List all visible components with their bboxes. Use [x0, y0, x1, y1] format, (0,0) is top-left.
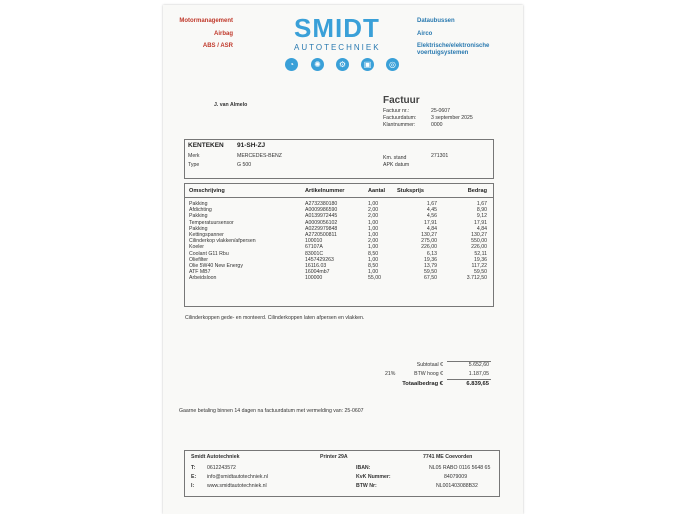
cell-artikelnummer: 16116.03 — [305, 263, 327, 269]
invoice-date-label: Factuurdatum: — [383, 115, 417, 121]
cell-artikelnummer: 16004mb7 — [305, 269, 330, 276]
btw-label: BTW hoog € — [414, 371, 443, 377]
company-logo: SMIDT — [294, 13, 380, 43]
items-table — [184, 183, 494, 307]
cell-artikelnummer: A0229979848 — [305, 225, 338, 232]
cell-bedrag: 4,84 — [476, 225, 487, 232]
invoice-page — [163, 5, 523, 514]
customer-number-value: 0000 — [431, 122, 443, 128]
col-header-bedrag: Bedrag — [467, 188, 487, 194]
cell-artikelnummer: 100010 — [305, 238, 323, 245]
cell-stuksprijs: 67,50 — [424, 275, 437, 282]
footer-kvk-value: 84079009 — [444, 474, 468, 480]
col-header-omschrijving: Omschrijving — [189, 188, 225, 194]
cell-stuksprijs: 13,79 — [424, 263, 437, 269]
table-row — [185, 275, 493, 281]
kenteken-value: 91-SH-ZJ — [237, 142, 266, 149]
footer-kvk-label: KvK Nummer: — [356, 474, 391, 480]
total-line — [447, 379, 491, 380]
cell-bedrag: 59,50 — [474, 269, 487, 276]
cell-aantal: 2,00 — [368, 207, 379, 214]
cell-aantal: 1,00 — [368, 244, 379, 251]
cell-omschrijving: Pakking — [189, 201, 208, 207]
cell-omschrijving: Afdichting — [189, 207, 212, 214]
cell-bedrag: 117,22 — [471, 263, 487, 269]
type-value: G 500 — [237, 162, 252, 168]
fan-icon: ✺ — [311, 58, 324, 71]
service-abs: ABS / ASR — [202, 43, 233, 49]
cell-bedrag: 17,91 — [474, 219, 487, 226]
cell-artikelnummer: 100000 — [305, 275, 323, 282]
footer-email-label: E: — [191, 474, 197, 480]
cell-artikelnummer: 83001C — [305, 250, 324, 257]
cell-artikelnummer: A2732380180 — [305, 201, 338, 207]
subtotal-label: Subtotaal € — [416, 362, 443, 368]
footer-iban-value: NL05 RABO 0116 5648 65 — [429, 465, 491, 471]
cell-omschrijving: Olie 5W40 New Energy — [189, 263, 243, 269]
cell-aantal: 2,00 — [368, 213, 379, 220]
cell-aantal: 55,00 — [368, 275, 381, 282]
col-header-aantal: Aantal — [368, 188, 386, 194]
subtotal-value: 5.652,60 — [468, 362, 489, 368]
work-notes: Cilinderkoppen gede- en monteerd. Cilinderkoppen laten afpersen en vlakken. — [185, 315, 365, 321]
footer-email-value: info@smidtautotechniek.nl — [207, 474, 268, 480]
footer-company: Smidt Autotechniek — [191, 454, 240, 460]
cell-stuksprijs: 59,50 — [424, 269, 437, 276]
cell-omschrijving: Pakking — [189, 225, 208, 232]
footer-btw-value: NL001403088B32 — [436, 483, 478, 489]
merk-label: Merk — [188, 153, 200, 159]
car-icon: ▣ — [361, 58, 374, 71]
cell-aantal: 1,00 — [368, 201, 379, 207]
cell-omschrijving: Arbeidsloon — [189, 275, 217, 282]
total-value: 6.839,65 — [466, 381, 489, 387]
type-label: Type — [188, 162, 200, 168]
cell-artikelnummer: A0009056102 — [305, 219, 338, 226]
cell-stuksprijs: 4,84 — [426, 225, 437, 232]
footer-postal-city: 7741 ME Coevorden — [423, 454, 473, 460]
cell-stuksprijs: 6,13 — [426, 250, 437, 257]
service-elektrisch: Elektrische/elektronische — [417, 43, 490, 49]
cell-aantal: 8,50 — [368, 250, 379, 257]
cell-artikelnummer: 67107A — [305, 244, 323, 251]
apk-label: APK datum — [383, 162, 410, 168]
cell-stuksprijs: 4,45 — [426, 207, 437, 214]
invoice-number-label: Factuur nr.: — [383, 108, 410, 114]
km-label: Km. stand — [383, 155, 407, 161]
invoice-number-value: 25-0607 — [431, 108, 451, 114]
cell-bedrag: 9,12 — [476, 213, 487, 220]
cell-omschrijving: Oliefilter — [189, 256, 209, 263]
cell-bedrag: 52,11 — [474, 250, 487, 257]
invoice-title: Factuur — [383, 95, 420, 106]
subtotal-line — [447, 361, 491, 362]
btw-value: 1.187,05 — [468, 371, 489, 377]
table-header-divider — [185, 197, 493, 198]
cell-bedrag: 3.712,50 — [466, 275, 487, 282]
cell-omschrijving: Cilinderkop vlakken/afpersen — [189, 238, 256, 245]
cell-bedrag: 130,27 — [471, 232, 487, 238]
cell-artikelnummer: A0139972445 — [305, 213, 338, 220]
payment-note: Gaarne betaling binnen 14 dagen na factuurdatum met vermelding van: 25-0607 — [179, 408, 364, 414]
kenteken-label: KENTEKEN — [188, 142, 224, 149]
wheel-icon: ◎ — [386, 58, 399, 71]
total-label: Totaalbedrag € — [402, 381, 443, 387]
cell-omschrijving: Coolant G11 Rbu — [189, 250, 229, 257]
service-airco: Airco — [417, 31, 433, 37]
footer-website-label: I: — [191, 483, 195, 489]
cell-stuksprijs: 17,91 — [424, 219, 437, 226]
cell-stuksprijs: 130,27 — [421, 232, 437, 238]
cell-aantal: 8,50 — [368, 263, 379, 269]
footer-phone-value: 0612243572 — [207, 465, 236, 471]
cell-omschrijving: Pakking — [189, 213, 208, 220]
cell-aantal: 1,00 — [368, 232, 379, 238]
cell-bedrag: 226,00 — [471, 244, 487, 251]
cell-bedrag: 1,67 — [476, 201, 487, 207]
invoice-date-value: 3 september 2025 — [431, 115, 473, 121]
cell-bedrag: 19,36 — [474, 256, 487, 263]
cell-bedrag: 8,90 — [476, 207, 487, 214]
wrench-icon: ⚙ — [336, 58, 349, 71]
cell-omschrijving: Temperatuursensor — [189, 219, 234, 226]
cell-bedrag: 550,00 — [471, 238, 487, 245]
cell-aantal: 2,00 — [368, 238, 379, 245]
footer-website-value: www.smidtautotechniek.nl — [207, 483, 267, 489]
merk-value: MERCEDES-BENZ — [237, 153, 282, 159]
col-header-artikelnummer: Artikelnummer — [305, 188, 345, 194]
cell-stuksprijs: 226,00 — [421, 244, 437, 251]
cell-omschrijving: ATF MB7 — [189, 269, 211, 276]
service-airbag: Airbag — [213, 31, 233, 37]
cell-aantal: 1,00 — [368, 225, 379, 232]
cell-aantal: 1,00 — [368, 219, 379, 226]
customer-name: J. van Almelo — [214, 102, 248, 108]
cell-artikelnummer: 1457429263 — [305, 256, 334, 263]
cell-omschrijving: Kettingspanner — [189, 232, 224, 238]
btw-percentage: 21% — [385, 371, 396, 377]
company-logo-subtitle: AUTOTECHNIEK — [294, 43, 381, 52]
service-voertuigsystemen: voertuigsystemen — [417, 50, 469, 56]
gauge-icon: ◔ — [285, 58, 298, 71]
cell-artikelnummer: A0009986590 — [305, 207, 338, 214]
cell-artikelnummer: A2720500811 — [305, 232, 337, 238]
cell-aantal: 1,00 — [368, 256, 379, 263]
cell-omschrijving: Koeler — [189, 244, 204, 251]
cell-stuksprijs: 19,36 — [424, 256, 437, 263]
cell-stuksprijs: 1,67 — [426, 201, 437, 207]
cell-stuksprijs: 4,56 — [426, 213, 437, 220]
table-body — [185, 201, 493, 301]
footer-btw-label: BTW Nr: — [356, 483, 377, 489]
customer-number-label: Klantnummer: — [383, 122, 416, 128]
footer-street: Printer 29A — [320, 454, 348, 460]
footer-iban-label: IBAN: — [356, 465, 371, 471]
vehicle-box — [184, 139, 494, 179]
cell-stuksprijs: 275,00 — [421, 238, 437, 245]
km-value: 271301 — [431, 153, 449, 159]
service-databussen: Dataubussen — [417, 18, 455, 24]
service-motormanagement: Motormanagement — [179, 18, 233, 24]
col-header-stuksprijs: Stuksprijs — [397, 188, 425, 194]
footer-phone-label: T: — [191, 465, 196, 471]
cell-aantal: 1,00 — [368, 269, 379, 276]
